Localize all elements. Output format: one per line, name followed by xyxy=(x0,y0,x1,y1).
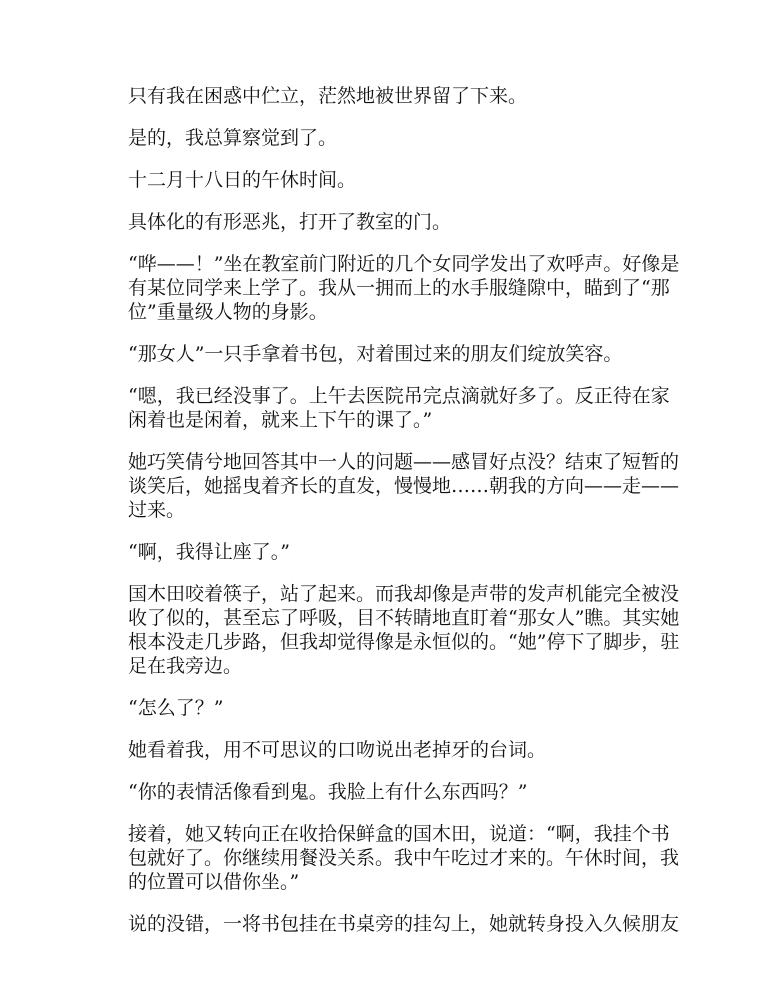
paragraph: 她看着我，用不可思议的口吻说出老掉牙的台词。 xyxy=(128,739,547,761)
paragraph: 她巧笑倩兮地回答其中一人的问题——感冒好点没？结束了短暂的谈笑后，她摇曳着齐长的直发，慢慢地……朝我的方向——走——过来。 xyxy=(128,451,680,521)
paragraph: “怎么了？” xyxy=(128,697,224,719)
paragraph: “哗——！”坐在教室前门附近的几个女同学发出了欢呼声。好像是有某位同学来上学了。我从一拥而上的水手服缝隙中，瞄到了“那位”重量级人物的身影。 xyxy=(128,253,680,323)
paragraph: 只有我在困惑中伫立，茫然地被世界留了下来。 xyxy=(128,85,528,107)
paragraph: 国木田咬着筷子，站了起来。而我却像是声带的发声机能完全被没收了似的，甚至忘了呼吸，目不转睛地直盯着“那女人”瞧。其实她根本没走几步路，但我却觉得像是永恒似的。“她”停下了脚步，驻足在我旁边。 xyxy=(128,583,680,677)
paragraph: 具体化的有形恶兆，打开了教室的门。 xyxy=(128,211,452,233)
paragraph: 接着，她又转向正在收拾保鲜盒的国木田，说道：“啊，我挂个书包就好了。你继续用餐没关系。我中午吃过才来的。午休时间，我的位置可以借你坐。” xyxy=(128,823,680,893)
paragraph: “那女人”一只手拿着书包，对着围过来的朋友们绽放笑容。 xyxy=(128,343,623,365)
paragraph: 是的，我总算察觉到了。 xyxy=(128,127,338,149)
paragraph: “你的表情活像看到鬼。我脸上有什么东西吗？” xyxy=(128,781,528,803)
paragraph: “啊，我得让座了。” xyxy=(128,541,290,563)
paragraph: 说的没错，一将书包挂在书桌旁的挂勾上，她就转身投入久候朋友 xyxy=(128,913,680,935)
body-text xyxy=(128,84,684,954)
paragraph: 十二月十八日的午休时间。 xyxy=(128,169,357,191)
paragraph: “嗯，我已经没事了。上午去医院吊完点滴就好多了。反正待在家闲着也是闲着，就来上下午的课了。” xyxy=(128,385,670,431)
